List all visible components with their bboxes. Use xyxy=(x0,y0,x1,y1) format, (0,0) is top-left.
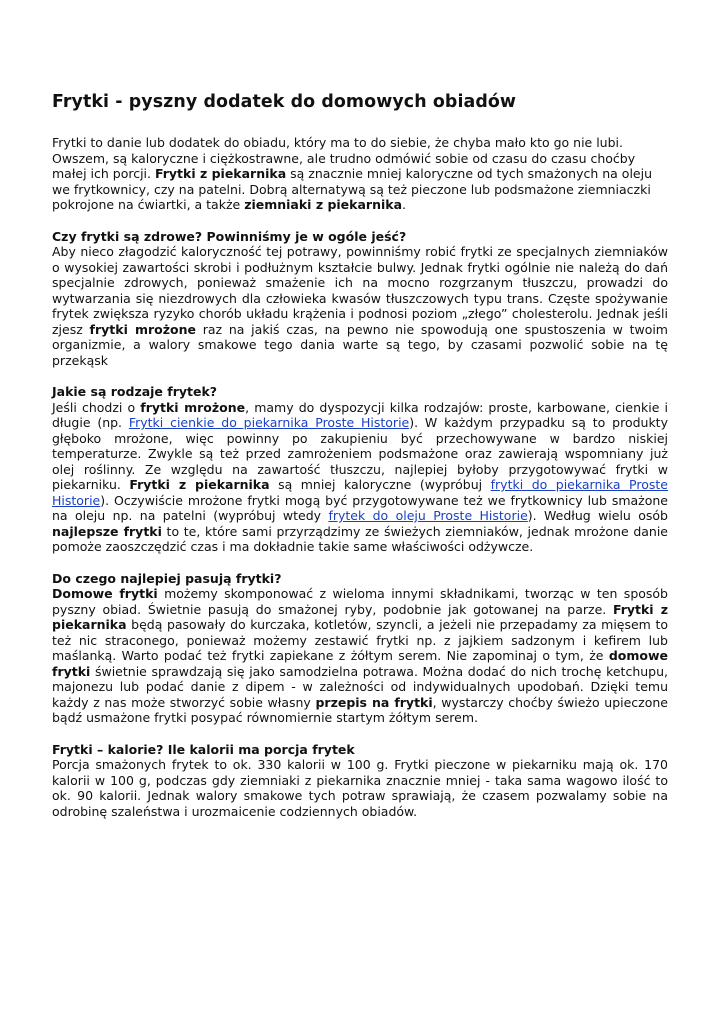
section-heading-types: Jakie są rodzaje frytek? xyxy=(52,384,218,399)
paragraph-text: raz na jakiś czas, na pewno nie spowodują one spustoszenia w twoim organizmie, a walory smakowe tego dania warte są tego, by czasami pozwolić sobie na tę przekąsk xyxy=(52,321,668,368)
link-frytki-do-piekarnika[interactable]: frytki do piekarnika Proste Historie xyxy=(52,477,668,508)
intro-bold-ziemniaki-z-piekarnika: ziemniaki z piekarnika xyxy=(244,197,402,212)
paragraph-text: będą pasowały do kurczaka, kotletów, szyncli, a jeżeli nie przepadamy za mięsem to też nic straconego, ponieważ możemy zestawić frytki np. z jajkiem sadzonym i kefirem lub maślanką. Warto podać też frytki zapiekane z żółtym serem. Nie zapominaj o tym, że xyxy=(52,617,668,663)
bold-frytki-z-piekarnika: Frytki z piekarnika xyxy=(129,477,270,492)
section-heading-pairing: Do czego najlepiej pasują frytki? xyxy=(52,570,282,586)
intro-text: Frytki to danie lub dodatek do obiadu, który ma to do siebie, że chyba mało kto go nie lubi. Owszem, są kaloryczne i ciężkostrawne, ale trudno odmówić sobie od czasu do czasu choćby małej ich porcji. xyxy=(52,135,636,181)
section-heading-calories: Frytki – kalorie? Ile kalorii ma porcja frytek xyxy=(52,741,355,757)
link-frytki-cienkie[interactable]: Frytki cienkie do piekarnika Proste Historie xyxy=(128,415,410,430)
paragraph-text: , mamy do dyspozycji kilka rodzajów: proste, karbowane, cienkie i długie (np. xyxy=(52,399,668,430)
bold-frytki-z-piekarnika: Frytki z piekarnika xyxy=(52,601,668,632)
bold-frytki-mrozone: frytki mrożone xyxy=(89,321,197,337)
section-types xyxy=(52,384,668,555)
section-paragraph-health xyxy=(52,244,668,368)
bold-domowe-frytki: Domowe frytki xyxy=(52,586,158,601)
paragraph-text: świetnie sprawdzają się jako samodzielna potrawa. Można dodać do nich trochę ketchupu, majonezu lub podać danie z dipem - w zależności od indywidualnych upodobań. Dzięki temu każdy z nas może stworzyć sobie własny xyxy=(52,663,668,710)
bold-frytki-mrozone: frytki mrożone xyxy=(140,399,246,415)
bold-najlepsze-frytki: najlepsze frytki xyxy=(52,523,162,539)
paragraph-text: to te, które sami przyrządzimy ze świeżych ziemniaków, jednak mrożone danie pomoże zaoszczędzić czas i ma dokładnie takie same właściwości odżywcze. xyxy=(52,523,668,554)
section-paragraph-pairing xyxy=(52,586,668,726)
section-calories xyxy=(52,742,668,820)
paragraph-text: Jeśli chodzi o xyxy=(52,399,141,415)
intro-bold-frytki-z-piekarnika: Frytki z piekarnika xyxy=(154,166,287,181)
section-paragraph-calories: Porcja smażonych frytek to ok. 330 kalorii w 100 g. Frytki pieczone w piekarniku mają ok. 170 kalorii w 100 g, podczas gdy ziemniaki z piekarnika znacznie mniej - taka sama wagowo ilość to ok. 90 kalorii. Jednak walory smakowe tych potraw sprawiają, że czasem pozwalamy sobie na odrobinę szaleństwa i urozmaicenie codziennych obiadów. xyxy=(52,757,668,819)
intro-text: . xyxy=(402,197,406,212)
section-paragraph-types xyxy=(52,400,668,555)
paragraph-text: ). W każdym przypadku są to produkty głęboko mrożone, więc powinny po zakupieniu być przechowywane w bardzo niskiej temperaturze. Zwykle są też przed zamrożeniem podsmażone oraz zawierają wspomniany już olej roślinny. Ze względu na zawartość tłuszczu, najlepiej byłoby przygotowywać frytki w piekarniku. xyxy=(52,415,668,492)
section-health xyxy=(52,229,668,369)
paragraph-text: ). Oczywiście mrożone frytki mogą być przygotowywane też we frytkownicy lub smażone na oleju np. na patelni (wypróbuj wtedy xyxy=(52,492,668,523)
document-page xyxy=(52,90,668,819)
paragraph-text: Aby nieco złagodzić kaloryczność tej potrawy, powinniśmy robić frytki ze specjalnych ziemniaków o wysokiej zawartości skrobi i podłużnym kształcie bulwy. Jednak frytki ogólnie nie należą do dań specjalnie zdrowych, ponieważ smażenie ich na mocno rozgrzanym tłuszczu, prowadzi do wytwarzania się niezdrowych dla człowieka kwasów tłuszczowych typu trans. Częste spożywanie frytek zwiększa ryzyko chorób układu krążenia i podnosi poziom „złego” cholesterolu. Jednak jeśli zjesz xyxy=(52,244,668,337)
page-title: Frytki - pyszny dodatek do domowych obiadów xyxy=(52,92,517,112)
bold-przepis-na-frytki: przepis na frytki xyxy=(315,694,433,710)
intro-text: są znacznie mniej kaloryczne od tych smażonych na oleju we frytkownicy, czy na patelni. Dobrą alternatywą są też pieczone lub podsmażone ziemniaczki pokrojone na ćwiartki, a także xyxy=(52,166,653,212)
paragraph-text: są mniej kaloryczne (wypróbuj xyxy=(269,477,491,492)
intro-paragraph xyxy=(52,135,668,213)
paragraph-text: ). Według wielu osób xyxy=(527,508,668,523)
paragraph-text: możemy skomponować z wieloma innymi składnikami, tworząc w ten sposób pyszny obiad. Świetnie pasują do smażonej ryby, podobnie jak gotowanej na parze. xyxy=(52,586,668,617)
link-frytki-do-oleju[interactable]: frytek do oleju Proste Historie xyxy=(328,508,528,523)
paragraph-text: , wystarczy choćby świeżo upieczone bądź usmażone frytki posypać równomiernie startym żółtym serem. xyxy=(52,694,668,725)
section-pairing xyxy=(52,571,668,726)
section-heading-health: Czy frytki są zdrowe? Powinniśmy je w ogóle jeść? xyxy=(52,228,407,244)
bold-domowe-frytki: domowe frytki xyxy=(52,648,668,679)
